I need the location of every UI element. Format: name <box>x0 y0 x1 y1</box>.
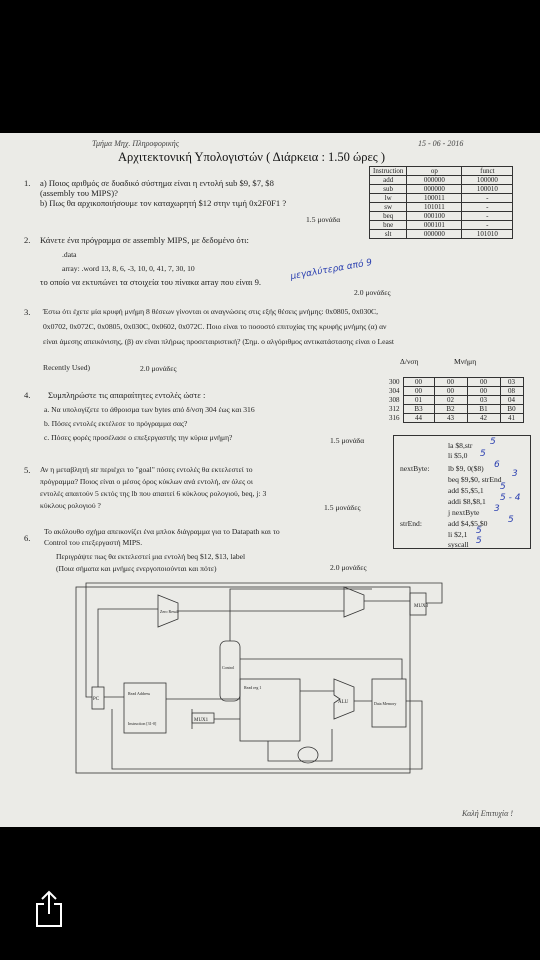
table-row <box>386 378 523 387</box>
table-row <box>370 230 513 239</box>
cell: 000000 <box>407 230 462 239</box>
viewer-bottom-bar <box>0 827 540 960</box>
cell: 000000 <box>407 185 462 194</box>
cell: B1 <box>467 405 500 414</box>
cell: 308 <box>389 396 400 404</box>
cell: 00 <box>434 378 467 387</box>
q4-text: Συμπληρώστε τις απαραίτητες εντολές ώστε : <box>48 390 206 400</box>
q5-line3: εντολές απαιτούν 5 εκτός της lb που απαιτεί 6 κύκλους ρολογιού, beq, j: 3 <box>40 489 267 498</box>
q2-text: Κάνετε ένα πρόγραμμα σε assembly MIPS, με δεδομένο ότι: <box>40 235 249 245</box>
cell: B0 <box>500 405 523 414</box>
code-hand: 5 <box>476 526 482 536</box>
funct-header: funct <box>462 167 513 176</box>
cell: - <box>462 203 513 212</box>
code-line: li $2,1 <box>448 530 468 539</box>
pc-label: PC <box>93 697 100 702</box>
control-label: Control <box>222 665 235 670</box>
q1-points: 1.5 μονάδα <box>306 215 341 224</box>
cell: 01 <box>403 396 434 405</box>
cell: lw <box>370 194 407 203</box>
datapath-diagram <box>72 579 452 779</box>
q3-number: 3. <box>24 307 31 317</box>
instruction-table <box>369 166 513 239</box>
cell: 43 <box>434 414 467 423</box>
q5-line1: Αν η μεταβλητή str περιέχει το "goal" πόσες εντολές θα εκτελεστεί το <box>40 465 253 474</box>
cell: - <box>462 212 513 221</box>
code-hand: 6 <box>494 460 500 470</box>
code-line: la $8,str <box>448 441 473 450</box>
im-label2: Instruction [31-0] <box>128 721 157 726</box>
mem-addr-header: Δ/νση <box>400 357 419 366</box>
op-header: op <box>407 167 462 176</box>
q1-a2: (assembly του MIPS)? <box>40 188 118 198</box>
share-icon[interactable] <box>34 890 64 928</box>
alu-shape <box>334 679 354 719</box>
code-hand: 3 <box>512 469 518 479</box>
exam-paper <box>0 133 540 827</box>
diagram-border <box>76 587 410 773</box>
q5-line2: πρόγραμμα? Ποιος είναι ο μέσος όρος κύκλων ανά εντολή, αν όλες οι <box>40 477 253 486</box>
good-luck: Καλή Επιτυχία ! <box>462 809 513 818</box>
cell: - <box>462 194 513 203</box>
regs-label: Read reg 1 <box>244 685 262 690</box>
code-line: li $5,0 <box>448 451 468 460</box>
q3-line2: 0x0702, 0x072C, 0x0805, 0x030C, 0x0602, 0x072C. Ποιο είναι το ποσοστό επιτυχίας της κρυφής μνήμης (α) αν <box>43 322 387 331</box>
q3-line1: Έστω ότι έχετε μία κρυφή μνήμη 8 θέσεων γίνονται οι αναγνώσεις στις εξής θέσεις μνήμης: 0x0805, 0x030C, <box>43 307 379 316</box>
cell: 03 <box>467 396 500 405</box>
q2-array: array: .word 13, 8, 6, -3, 10, 0, 41, 7, 30, 10 <box>62 264 195 273</box>
q6-line3: Περιγράψτε πως θα εκτελεστεί μια εντολή beq $12, $13, label <box>56 552 246 561</box>
q6-number: 6. <box>24 533 31 543</box>
code-line: syscall <box>448 540 469 549</box>
table-row <box>386 396 523 405</box>
q3-line3: είναι άμεσης απεικόνισης, (β) αν είναι πλήρως προσεταιριστική? (Σημ. ο αλγόριθμος αντικατάστασης είναι ο Least <box>43 337 394 346</box>
table-row <box>370 194 513 203</box>
q4-number: 4. <box>24 390 31 400</box>
code-line: add $4,$5,$0 <box>448 519 488 528</box>
mux1-label: MUX1 <box>194 718 209 723</box>
dm-label: Data Memory <box>374 701 397 706</box>
cell: 02 <box>434 396 467 405</box>
q3-points: 2.0 μονάδες <box>140 364 177 373</box>
table-row <box>386 414 523 423</box>
code-line: lb $9, 0($8) <box>448 464 484 473</box>
q5-number: 5. <box>24 465 31 475</box>
memory-table <box>386 377 524 423</box>
cell: 03 <box>500 378 523 387</box>
q1-a: a) Ποιος αριθμός σε δυαδικό σύστημα είναι η εντολή sub $9, $7, $8 <box>40 178 274 188</box>
table-row <box>386 387 523 396</box>
cell: B3 <box>403 405 434 414</box>
cell: 101010 <box>462 230 513 239</box>
code-line: beq $9,$0, strEnd <box>448 475 502 484</box>
code-label: strEnd: <box>400 519 422 528</box>
cell: add <box>370 176 407 185</box>
cell: - <box>462 221 513 230</box>
q6-line1: Το ακόλουθο σχήμα απεικονίζει ένα μπλοκ διάγραμμα για το Datapath και το <box>44 527 280 536</box>
code-hand: 5 <box>508 515 514 525</box>
q3-line4: Recently Used) <box>43 363 91 372</box>
zero-label: Zero Result <box>160 609 179 614</box>
cell: 101011 <box>407 203 462 212</box>
cell: 000101 <box>407 221 462 230</box>
control-box <box>220 641 240 701</box>
code-line: addi $8,$8,1 <box>448 497 486 506</box>
q4-points: 1.5 μονάδα <box>330 436 365 445</box>
cell: 44 <box>403 414 434 423</box>
q1-number: 1. <box>24 178 31 188</box>
cell: 100000 <box>462 176 513 185</box>
cell: 41 <box>500 414 523 423</box>
cell: 00 <box>403 378 434 387</box>
q4-a: a. Να υπολογίζετε το άθροισμα των bytes από δ/νση 304 έως και 316 <box>44 405 255 414</box>
cell: 312 <box>389 405 400 413</box>
page-title: Αρχιτεκτονική Υπολογιστών ( Διάρκεια : 1.50 ώρες ) <box>118 150 386 164</box>
q2-number: 2. <box>24 235 31 245</box>
code-line: j nextByte <box>448 508 480 517</box>
code-hand: 5 <box>490 437 496 447</box>
q2-data: .data <box>62 250 77 259</box>
cell: 100011 <box>407 194 462 203</box>
q2-text2: το οποίο να εκτυπώνει τα στοιχεία του πίνακα array που είναι 9. <box>40 277 262 287</box>
cell: B2 <box>434 405 467 414</box>
code-hand: 3 <box>494 504 500 514</box>
cell: 000100 <box>407 212 462 221</box>
cell: 300 <box>389 378 400 386</box>
cell: 304 <box>389 387 400 395</box>
cell: bne <box>370 221 407 230</box>
exam-date: 15 - 06 - 2016 <box>418 139 464 148</box>
cell: 04 <box>500 396 523 405</box>
table-row <box>370 212 513 221</box>
q6-line4: (Ποια σήματα και μνήμες ενεργοποιούνται και πότε) <box>56 564 217 573</box>
table-row <box>370 176 513 185</box>
cell: 100010 <box>462 185 513 194</box>
cell: 000000 <box>407 176 462 185</box>
cell: 00 <box>434 387 467 396</box>
alu-label: ALU <box>338 700 349 705</box>
code-hand: 5 <box>480 449 486 459</box>
q4-c: c. Πόσες φορές προσέλασε ο επεξεργαστής την κύρια μνήμη? <box>44 433 233 442</box>
table-row <box>370 203 513 212</box>
instr-header: Instruction <box>370 167 407 176</box>
im-label: Read Address <box>128 691 151 696</box>
cell: 00 <box>467 387 500 396</box>
table-row <box>386 405 523 414</box>
q2-points: 2.0 μονάδες <box>354 288 391 297</box>
cell: 00 <box>403 387 434 396</box>
cell: 42 <box>467 414 500 423</box>
cell: beq <box>370 212 407 221</box>
cell: 00 <box>467 378 500 387</box>
q2-handwritten: μεγαλύτερα από 9 <box>289 257 373 283</box>
cell: 08 <box>500 387 523 396</box>
cell: slt <box>370 230 407 239</box>
table-row <box>370 221 513 230</box>
q6-points: 2.0 μονάδες <box>330 563 367 572</box>
q1-b: b) Πως θα αρχικοποιήσουμε τον καταχωρητή $12 στην τιμή 0x2F0F1 ? <box>40 198 287 208</box>
cell: sw <box>370 203 407 212</box>
mem-header: Μνήμη <box>454 357 477 366</box>
q5-line4: κύκλους ρολογιού ? <box>40 501 101 510</box>
table-row <box>370 185 513 194</box>
mux3-label: MUX3 <box>414 604 429 609</box>
cell: 316 <box>389 414 400 422</box>
code-line: add $5,$5,1 <box>448 486 484 495</box>
code-hand: 5 - 4 <box>500 493 521 503</box>
department-label: Τμήμα Μηχ. Πληροφορικής <box>92 139 179 148</box>
q5-points: 1.5 μονάδες <box>324 503 361 512</box>
code-label: nextByte: <box>400 464 430 473</box>
code-hand: 5 <box>500 482 506 492</box>
adder2-shape <box>344 587 364 617</box>
cell: sub <box>370 185 407 194</box>
q4-b: b. Πόσες εντολές εκτέλεσε το πρόγραμμα σας? <box>44 419 188 428</box>
code-hand: 5 <box>476 536 482 546</box>
q6-line2: Control του επεξεργαστή MIPS. <box>44 538 143 547</box>
